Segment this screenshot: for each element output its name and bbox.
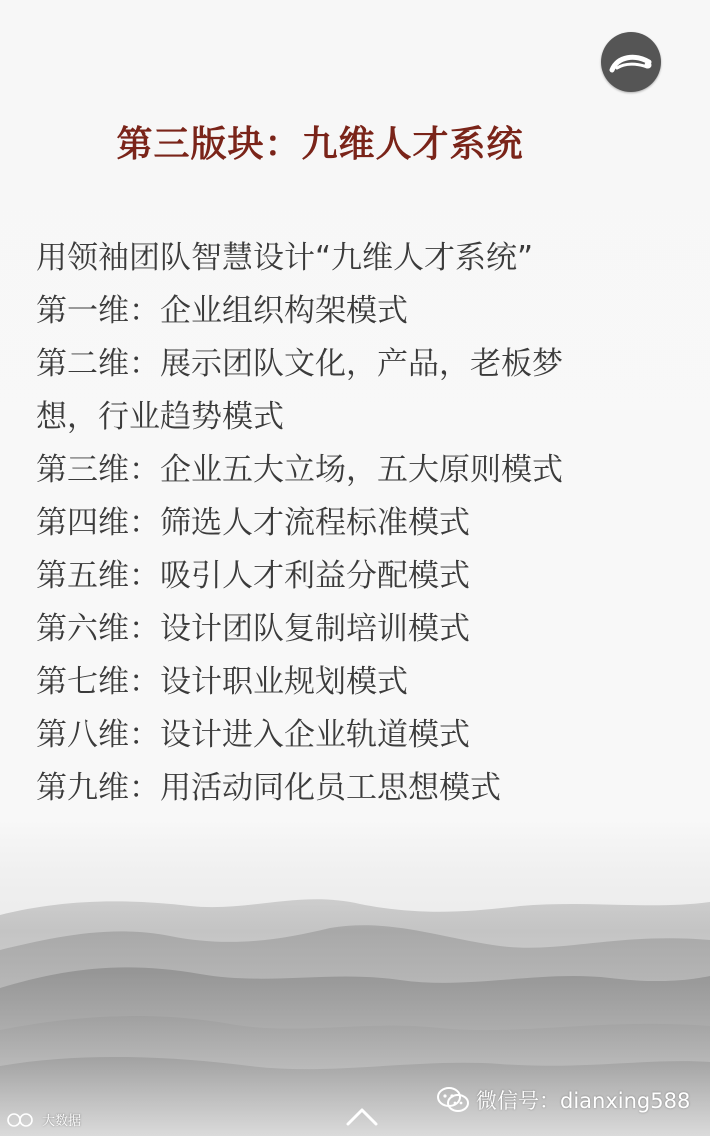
list-item: 第一维：企业组织构架模式 (36, 293, 408, 329)
list-item: 第三维：企业五大立场，五大原则模式 (36, 452, 563, 488)
list-item: 第九维：用活动同化员工思想模式 (36, 770, 501, 806)
page-title: 第三版块：九维人才系统 (116, 124, 524, 165)
corner-mark-text: 大数据 (42, 1114, 82, 1129)
scroll-chevron-icon[interactable] (342, 1102, 382, 1130)
wechat-icon (436, 1085, 470, 1115)
wechat-watermark (436, 1082, 690, 1118)
content-list (36, 232, 646, 815)
corner-watermark (6, 1110, 81, 1129)
brand-logo-icon (601, 32, 661, 92)
list-item: 第七维：设计职业规划模式 (36, 664, 408, 700)
list-item: 第六维：设计团队复制培训模式 (36, 611, 470, 647)
list-item: 想，行业趋势模式 (36, 399, 284, 435)
cc-icon (6, 1112, 40, 1128)
list-item: 第四维：筛选人才流程标准模式 (36, 505, 470, 541)
list-item: 第八维：设计进入企业轨道模式 (36, 717, 470, 753)
watermark-text: 微信号：dianxing588 (476, 1089, 691, 1113)
intro-line: 用领袖团队智慧设计“九维人才系统” (36, 240, 534, 276)
list-item: 第二维：展示团队文化，产品，老板梦 (36, 346, 563, 382)
list-item: 第五维：吸引人才利益分配模式 (36, 558, 470, 594)
